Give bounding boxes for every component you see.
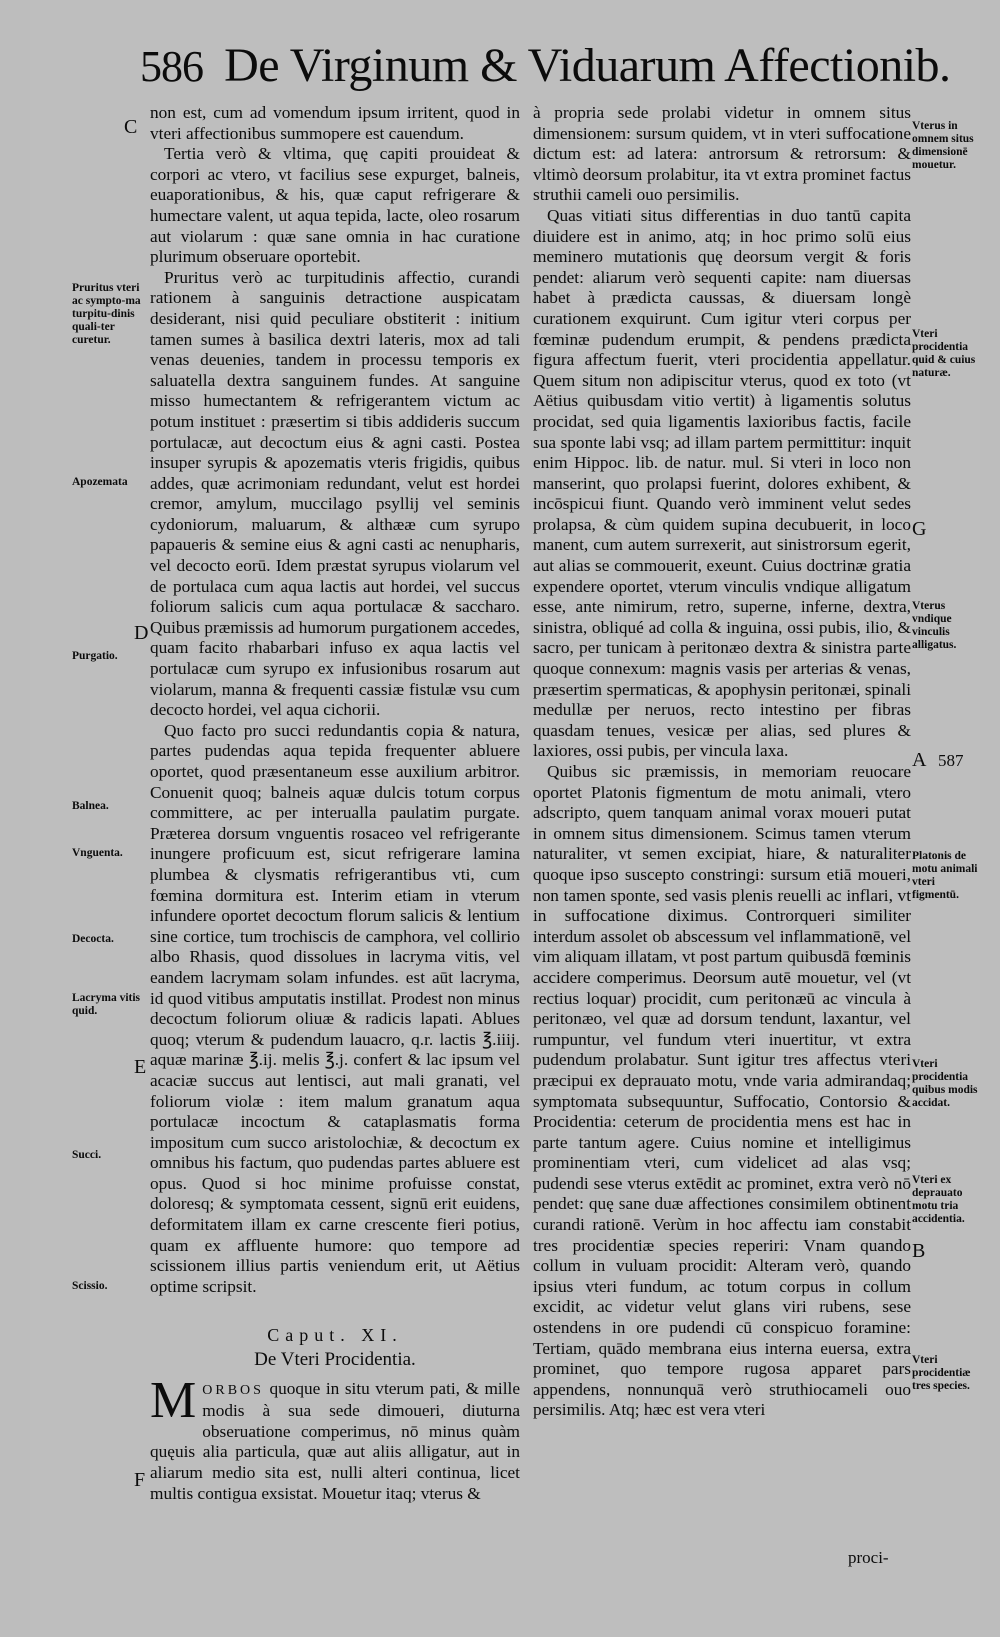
section-letter: A bbox=[912, 749, 927, 771]
margin-note-right: Vterus in omnem situs dimensionē mouetur. bbox=[912, 120, 974, 171]
facing-page-number: 587 bbox=[938, 751, 964, 770]
margin-note-left: Lacryma vitis quid. bbox=[72, 992, 141, 1017]
section-letter: G bbox=[912, 518, 927, 540]
paragraph: Tertia verò & vltima, quę capiti prouideat & corpori ac vtero, vt facilius sese expurget, balneis, euaporationibus, & his, quæ caput refrigerare & humectare valent, ut aqua tepida, lacte, oleo rosarum aut violarum : quæ sane omnia in hac curatione plurimum obseruare oportebit. bbox=[150, 144, 520, 267]
margin-note-right: Vteri procidentia quid & cuius naturæ. bbox=[912, 328, 976, 379]
running-head: De Virginum & Viduarum Affectionib. bbox=[224, 39, 951, 92]
chapter-label: Caput. XI. bbox=[267, 1325, 403, 1346]
section-letter: C bbox=[124, 116, 138, 138]
paragraph: non est, cum ad vomendum ipsum irritent, quod in vteri affectionibus summopere est cauendum. bbox=[150, 103, 520, 143]
paragraph: quoque in situ vterum pati, & mille modis à sua sede dimoueri, diuturna obseruatione comperimus, nō minus quàm quęuis alia particula, quæ aut aliis alligatur, aut in aliarum medio sita est, nulli alteri continua, licet multis contigua exsistat. Mouetur itaq; vterus & bbox=[150, 1378, 520, 1503]
chapter-opening bbox=[150, 1371, 520, 1505]
margin-note-left: Succi. bbox=[72, 1149, 102, 1161]
paragraph: Quibus sic præmissis, in memoriam reuocare oportet Platonis figmentum de motu animali, vtero adscripto, quem tanquam animal vorax moueri putat in omnem situs dimensionem. Scimus tamen vterum naturaliter, vt semen excipiat, hiare, & naturaliter quoque ipso suscepto constringi: sursum etiā moueri, non tamen sponte, sed vasis plenis reuelli ac inflari, vt in suffocatione diximus. Controrqueri similiter interdum assolet ob abscessum vel inflammationē, vel vim aliquam illatam, vt post partum quibusdā fœminis accidere comperimus. Deorsum autē mouetur, vel (vt rectius loquar) procidit, cum peritonæū ac vincula à peritonæo, vel quæ ad dorsum tendunt, laxantur, vel rumpuntur, vel fundum vteri inuertitur, vt extra pudendum prolabatur. Sunt igitur tres affectus vteri præcipui ex deprauato motu, vnde varia admirandaq; symptomata subsequuntur, Suffocatio, Contorsio & Procidentia: ceterum de procidentia mens est hac in parte tantum agere. Cuius nomine et intelligimus prominentiam vteri, cum videlicet ad alas vsq; pudendi sese vterus extēdit ac prominet, extra verò nō pendet: quę sane duæ affectiones consimilem obtinent curandi rationē. Verùm in hoc affectu iam constabit tres procidentiæ species reperiri: Vnam quando collum in vuluam procidit: Alteram verò, quando ipsius vteri fundum, ac totum corpus in collum excidit, ac videtur velut glans viri rubens, sese ostendens in ore pudendi cū conspicuo foramine: Tertiam, quādo membrana eius interna euersa, extra prominet, quo tempore rugosa apparet pars appendens, nonnunquā verò struthiocameli ouo persimilis. Atq; hæc est vera vteri bbox=[533, 762, 911, 1420]
margin-note-left: Vnguenta. bbox=[72, 847, 123, 859]
margin-note-left: Pruritus vteri ac sympto-ma turpitu-dinis quali-ter curetur. bbox=[72, 282, 141, 346]
margin-note-right: Vteri ex deprauato motu tria accidentia. bbox=[912, 1174, 965, 1225]
margin-note-left: Decocta. bbox=[72, 933, 114, 945]
catchword: proci- bbox=[848, 1548, 889, 1567]
page-number: 586 bbox=[140, 42, 203, 91]
page-header bbox=[140, 38, 951, 108]
margin-note-right: Vterus vndique vinculis alligatus. bbox=[912, 600, 957, 651]
section-letter: E bbox=[134, 1056, 147, 1078]
paragraph: Quo facto pro succi redundantis copia & natura, partes pudendas aqua tepida frequenter abluere oportet, quod præsentaneum esse auxilium arbitror. Conuenit quoq; balneis aquæ dulcis totum corpus committere, ac per interualla paulatim purgate. Præterea dorsum vnguentis rosaceo vel refrigerante inungere proficuum est, sicut refrigerare lamina plumbea & clysmatis refrigerantibus vti, cum fœmina dormitura est. Interim etiam in vterum infundere oportet decoctum florum salicis & lentium sine cortice, tum trochiscis de camphora, vel collirio albo Rhasis, quod dissolues in lacryma vitis, vel eandem lacrymam solam infundes. est aūt lacryma, id quod vitibus amputatis instillat. Prodest non minus decoctum foliorum oliuæ & radicis lapati. Ablues quoq; vterum & pudendum lauacro, q.r. lactis ℥.iiij. aquæ marinæ ℥.ij. melis ℥.j. confert & lac ipsum vel acaciæ succus aut lentisci, aut mali granati, vel foliorum violæ : item malum granatum aqua portulacæ incoctum & cataplasmatis forma impositum cum succo aristolochiæ, & decoctum ex omnibus his factum, quo pudendas partes abluere est opus. Quod si hoc minime profuisse constat, doloresq; & symptomata cessent, signū erit euidens, deformitatem illam ex carne crescente fieri potius, quam ex affluente humore: quo tempore ad scissionem illius partis veniendum erit, ut Aëtius optime scripsit. bbox=[150, 720, 520, 1296]
margin-note-left: Apozemata bbox=[72, 476, 128, 488]
margin-note-left: Balnea. bbox=[72, 800, 109, 812]
margin-note-left: Purgatio. bbox=[72, 650, 118, 662]
opening-word: ORBOS bbox=[202, 1382, 264, 1398]
paragraph: Quas vitiati situs differentias in duo tantū capita diuidere est in animo, atq; in hoc primo solū eius meminero mutationis quę deorsum vergit & foris pendet: aliarum verò sequenti capite: nam diuersas habet à prædicta caussas, & diuersam longè curationem exquirunt. Cum igitur vteri corpus per fœminæ pudendum erumpit, & pendens prædicta figura affectum fuerit, vteri procidentia appellatur. Quem situm non adipiscitur vterus, quod ex toto (vt Aëtius quibusdam vitio vertit) à ligamentis solutus procidat, sed quia ligamentis laxioribus factis, facile sua sponte labi vsq; ad illam partem permittitur: inquit enim Hippoc. lib. de natur. mul. Si vteri in loco non manserint, quo prolapsi fuerint, dolores exhibent, & incōspicui fiunt. Quando verò imminent velut sedes prolapsa, & cùm quidem supina decubuerit, in loco manent, cum autem surrexerit, aut sinistrorsum egerit, aut alias se commouerit, exeunt. Cuius doctrinæ gratia expendere oportet, vterum vinculis vndique alligatum esse, ante nimirum, retro, superne, inferne, dextra, sinistra, obliqué ad colla & inguina, ossi pubis, ilio, & sacro, per tunicam à peritonæo dextra & sinistra parte quoque connexum: magnis vasis per arterias & venas, præsertim spermaticas, & apophysin peritonæi, spinali medullæ per neruos, recto intestino per fibras quasdam tenues, vesicæ per alias, sed plures & laxiores, ossi pubis, per vincula laxa. bbox=[533, 205, 911, 761]
right-column bbox=[533, 103, 911, 1421]
section-letter: B bbox=[912, 1240, 926, 1262]
paragraph: Pruritus verò ac turpitudinis affectio, curandi rationem à sanguinis detractione auspicatam desiderant, nisi quid peculiare obstiterit : initium tamen sumes à basilica dextri lateris, mox ad tali venas deuenies, tandem in processu temporis ex saluatella dextra sanguinem fundes. At sanguine misso humectantem & refrigerantem victum ac potum instituet : præsertim si tibis addideris succum portulacæ, aut decoctum eius & agni casti. Postea insuper syrupis & apozematis vteris frigidis, quibus addes, quæ acrimoniam redundant, velut est hordei cremor, amylum, muccilago psyllij vel seminis cydoniorum, maluarum, & althææ cum syrupo papaueris & semine eius & agni casti ac nenupharis, vel decocto eorū. Idem præstat syrupus violarum vel de portulaca cum aqua lactis aut hordei, vel succus foliorum salicis cum aqua portulacæ & saccharo. Quibus præmissis ad humorum purgationem accedes, quam facito rhabarbari infuso ex aqua lactis vel portulacæ cum syrupo ex infusionibus rosarum aut violarum, manna & frequenti cassiæ fistulæ vsu cum decocto hordei, vel aqua cichorii. bbox=[150, 267, 520, 720]
section-letter: D bbox=[134, 622, 149, 644]
paragraph: à propria sede prolabi videtur in omnem situs dimensionem: sursum quidem, vt in vteri suffocatione dictum est: ad latera: antrorsum & retrorsum: & vltimò deorsum prolabitur, ita vt extra prominet factus struthii cameli ouo persimilis. bbox=[533, 103, 911, 205]
section-letter: F bbox=[134, 1469, 146, 1491]
chapter-title: De Vteri Procidentia. bbox=[254, 1349, 416, 1371]
drop-cap: M bbox=[150, 1371, 197, 1429]
margin-note-right: Vteri procidentia quibus modis accidat. bbox=[912, 1058, 978, 1109]
margin-note-right: Platonis de motu animali vteri figmentū. bbox=[912, 850, 978, 901]
margin-note-left: Scissio. bbox=[72, 1280, 108, 1292]
margin-note-right: Vteri procidentiæ tres species. bbox=[912, 1354, 971, 1392]
left-column bbox=[150, 103, 520, 1504]
